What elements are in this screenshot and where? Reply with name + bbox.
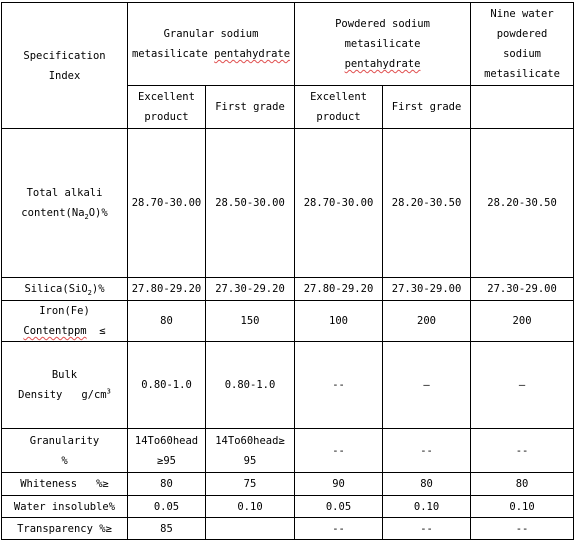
nine-water-blank-header [471, 86, 574, 129]
table-cell: -- [295, 342, 383, 429]
iron-line-2b: ≤ [99, 325, 106, 337]
row-iron [2, 301, 574, 342]
table-cell: 75 [206, 473, 295, 496]
row-total-alkali [2, 129, 574, 278]
nine-water-line-3: sodium [503, 48, 541, 60]
row-transparency [2, 518, 574, 540]
row-bulk-density [2, 342, 574, 429]
table-cell [128, 429, 206, 473]
table-cell: 28.50-30.00 [206, 129, 295, 278]
granularity-v2-line-1: 14To60head≥ [215, 434, 285, 447]
spec-index-line-2: Index [48, 69, 81, 82]
row-silica [2, 278, 574, 301]
row-label [2, 429, 128, 473]
table-cell: 80 [128, 473, 206, 496]
table-cell: 0.10 [471, 496, 574, 518]
total-alkali-line-1: Total alkali [26, 187, 103, 199]
row-label: Transparency %≥ [2, 518, 128, 540]
table-cell: -- [383, 518, 471, 540]
powdered-excellent-header [295, 86, 383, 129]
table-cell: 80 [383, 473, 471, 496]
powdered-line-1: Powdered sodium metasilicate [335, 18, 430, 50]
bulk-line-1: Bulk [51, 369, 78, 381]
table-cell: 28.20-30.50 [383, 129, 471, 278]
table-cell: -- [295, 518, 383, 540]
excellent-line-2: product [316, 111, 361, 123]
total-alkali-line-2a: content(Na [21, 207, 85, 219]
silica-sub: 2 [87, 289, 92, 298]
nine-water-line-2: powdered [496, 28, 548, 40]
table-cell: 0.05 [295, 496, 383, 518]
table-cell: 27.30-29.00 [471, 278, 574, 301]
granularity-v2-line-2: 95 [243, 454, 257, 467]
total-alkali-line-2b: O)% [88, 207, 108, 219]
header-row-1 [2, 3, 574, 86]
table-cell: -- [295, 429, 383, 473]
table-cell: 150 [206, 301, 295, 342]
table-cell: 0.10 [206, 496, 295, 518]
table-cell: 80 [471, 473, 574, 496]
table-cell: 100 [295, 301, 383, 342]
table-cell: -- [471, 518, 574, 540]
table-cell: 0.10 [383, 496, 471, 518]
table-cell: 0.05 [128, 496, 206, 518]
table-cell: 85 [128, 518, 206, 540]
nine-water-line-1: Nine water [490, 8, 554, 20]
iron-line-1: Iron(Fe) [39, 305, 90, 317]
row-label: Water insoluble% [2, 496, 128, 518]
row-whiteness [2, 473, 574, 496]
granular-header [128, 3, 295, 86]
granularity-line-2: % [61, 454, 68, 467]
table-cell: 27.80-29.20 [128, 278, 206, 301]
granularity-v1-line-2: ≥95 [157, 454, 176, 467]
table-cell: 90 [295, 473, 383, 496]
row-label [2, 278, 128, 301]
granular-excellent-header [128, 86, 206, 129]
table-cell [206, 429, 295, 473]
powdered-first-grade-header: First grade [383, 86, 471, 129]
table-cell: 28.70-30.00 [295, 129, 383, 278]
row-label [2, 301, 128, 342]
table-cell: 27.30-29.20 [206, 278, 295, 301]
row-granularity [2, 429, 574, 473]
table-cell: 27.30-29.00 [383, 278, 471, 301]
table-cell: -- [383, 429, 471, 473]
table-cell: 28.20-30.50 [471, 129, 574, 278]
excellent-line-1: Excellent [310, 91, 367, 103]
row-label [2, 129, 128, 278]
granular-line-3: pentahydrate [214, 48, 291, 60]
row-label [2, 342, 128, 429]
total-alkali-sub: 2 [84, 213, 89, 222]
spec-index-header [2, 3, 128, 129]
table-cell: 27.80-29.20 [295, 278, 383, 301]
powdered-line-2: pentahydrate [344, 58, 421, 70]
row-water-insoluble [2, 496, 574, 518]
granular-line-1: Granular sodium [163, 28, 259, 40]
table-cell [206, 518, 295, 540]
nine-water-header [471, 3, 574, 86]
powdered-header [295, 3, 471, 86]
granular-line-2: metasilicate [131, 48, 215, 60]
table-cell: -- [471, 429, 574, 473]
granular-first-grade-header: First grade [206, 86, 295, 129]
table-cell: 0.80-1.0 [206, 342, 295, 429]
spec-index-line-1: Specification [23, 49, 106, 62]
table-cell: 200 [471, 301, 574, 342]
granularity-v1-line-1: 14To60head [134, 434, 199, 447]
table-cell: 80 [128, 301, 206, 342]
bulk-sup: 3 [106, 387, 111, 396]
specification-table [1, 2, 574, 540]
bulk-line-2a: Density g/cm [18, 389, 107, 401]
excellent-line-1: Excellent [138, 91, 195, 103]
table-cell: 0.80-1.0 [128, 342, 206, 429]
silica-label-a: Silica(SiO [24, 283, 88, 295]
table-cell: 200 [383, 301, 471, 342]
granularity-line-1: Granularity [29, 434, 100, 447]
excellent-line-2: product [144, 111, 189, 123]
table-cell: 28.70-30.00 [128, 129, 206, 278]
table-cell: — [383, 342, 471, 429]
silica-label-b: )% [91, 283, 105, 295]
nine-water-line-4: metasilicate [484, 68, 560, 80]
row-label: Whiteness %≥ [2, 473, 128, 496]
table-cell: — [471, 342, 574, 429]
iron-line-2a: Contentppm [23, 325, 87, 337]
